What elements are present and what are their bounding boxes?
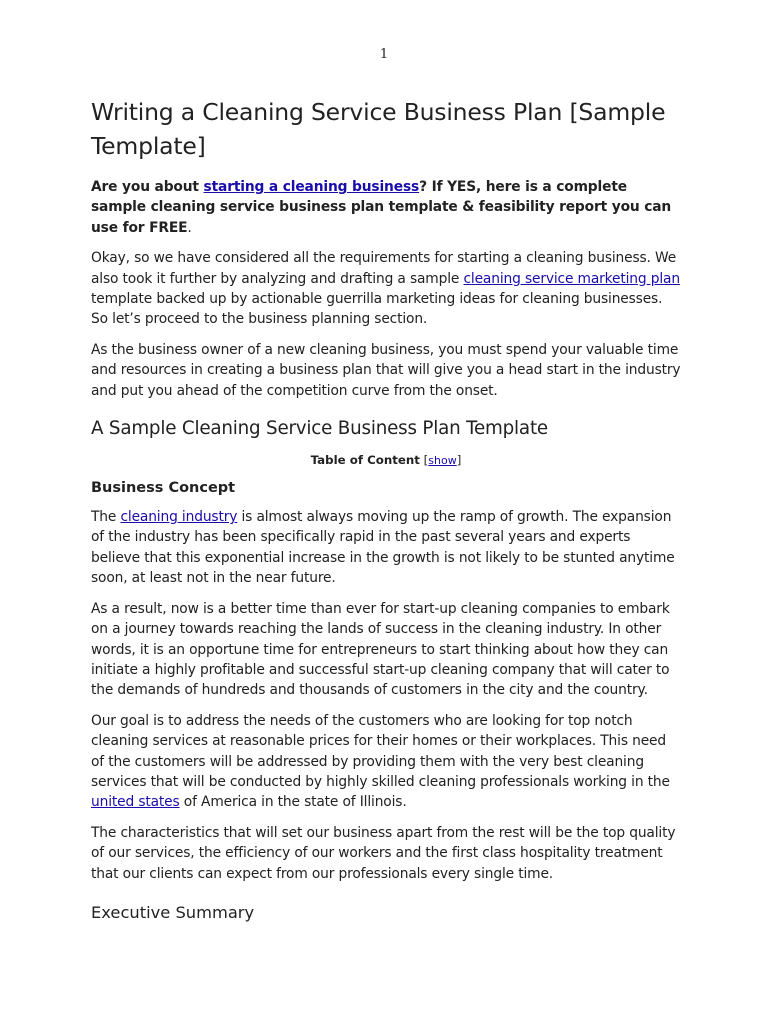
lead-text-start: Are you about [91,179,204,195]
document-body [91,95,681,924]
concept-p3-rest: of America in the state of Illinois. [179,794,407,811]
toc-show-link[interactable]: show [428,454,457,468]
intro-paragraph [91,248,681,330]
cleaning-industry-link[interactable]: cleaning industry [120,509,238,526]
marketing-plan-link[interactable]: cleaning service marketing plan [463,270,680,287]
executive-summary-heading: Executive Summary [91,902,255,922]
table-of-contents [91,451,681,470]
document-title: Writing a Cleaning Service Business Plan [Sample Template] [91,98,666,160]
concept-paragraph-2: As a result, now is a better time than ever for start-up cleaning companies to embark on a journey towards reaching the lands of success in the cleaning industry. In other words, it is an opportune time for entrepreneurs to start thinking about how they can initiate a highly profitable and successful start-up cleaning company that will cater to the demands of hundreds and thousands of customers in the city and the country. [91,600,670,699]
toc-title: Table of Content [310,453,420,468]
intro-text-start: Okay, so we have considered all the requirements for starting a cleaning business. We also took it further by analyzing and drafting a sample [91,250,677,287]
section-heading: A Sample Cleaning Service Business Plan Template [91,418,548,440]
intro-text-rest: template backed up by actionable guerrilla marketing ideas for cleaning businesses. So let’s proceed to the business planning section. [91,291,663,328]
lead-text-period: . [187,219,192,236]
lead-paragraph [91,177,681,238]
concept-p1-start: The [91,509,121,526]
concept-paragraph-3 [91,711,681,813]
concept-p1-rest: is almost always moving up the ramp of growth. The expansion of the industry has been specifically rapid in the past several years and experts believe that this exponential increase in the growth is not likely to be stunted anytime soon, at least not in the near future. [91,509,675,587]
toc-bracket-open: [ [419,453,429,468]
toc-bracket-close: ] [456,453,462,468]
lead-text-rest: ? If YES, here is a complete sample cleaning service business plan template & feasibility report you can use for FREE [91,179,672,236]
business-concept-heading: Business Concept [91,480,236,497]
united-states-link[interactable]: united states [91,794,180,811]
concept-paragraph-1 [91,507,681,589]
owner-paragraph: As the business owner of a new cleaning business, you must spend your valuable time and resources in creating a business plan that will give you a head start in the industry and put you ahead of the competition curve from the onset. [91,341,681,399]
starting-cleaning-business-link[interactable]: starting a cleaning business [203,179,420,195]
page-number: 1 [379,47,389,62]
concept-p3-start: Our goal is to address the needs of the customers who are looking for top notch cleaning services at reasonable prices for their homes or their workplaces. This need of the customers will be addressed by providing them with the very best cleaning services that will be conducted by highly skilled cleaning professionals working in the [91,712,670,790]
concept-paragraph-4: The characteristics that will set our business apart from the rest will be the top quality of our services, the efficiency of our workers and the first class hospitality treatment that our clients can expect from our professionals every single time. [91,824,676,882]
